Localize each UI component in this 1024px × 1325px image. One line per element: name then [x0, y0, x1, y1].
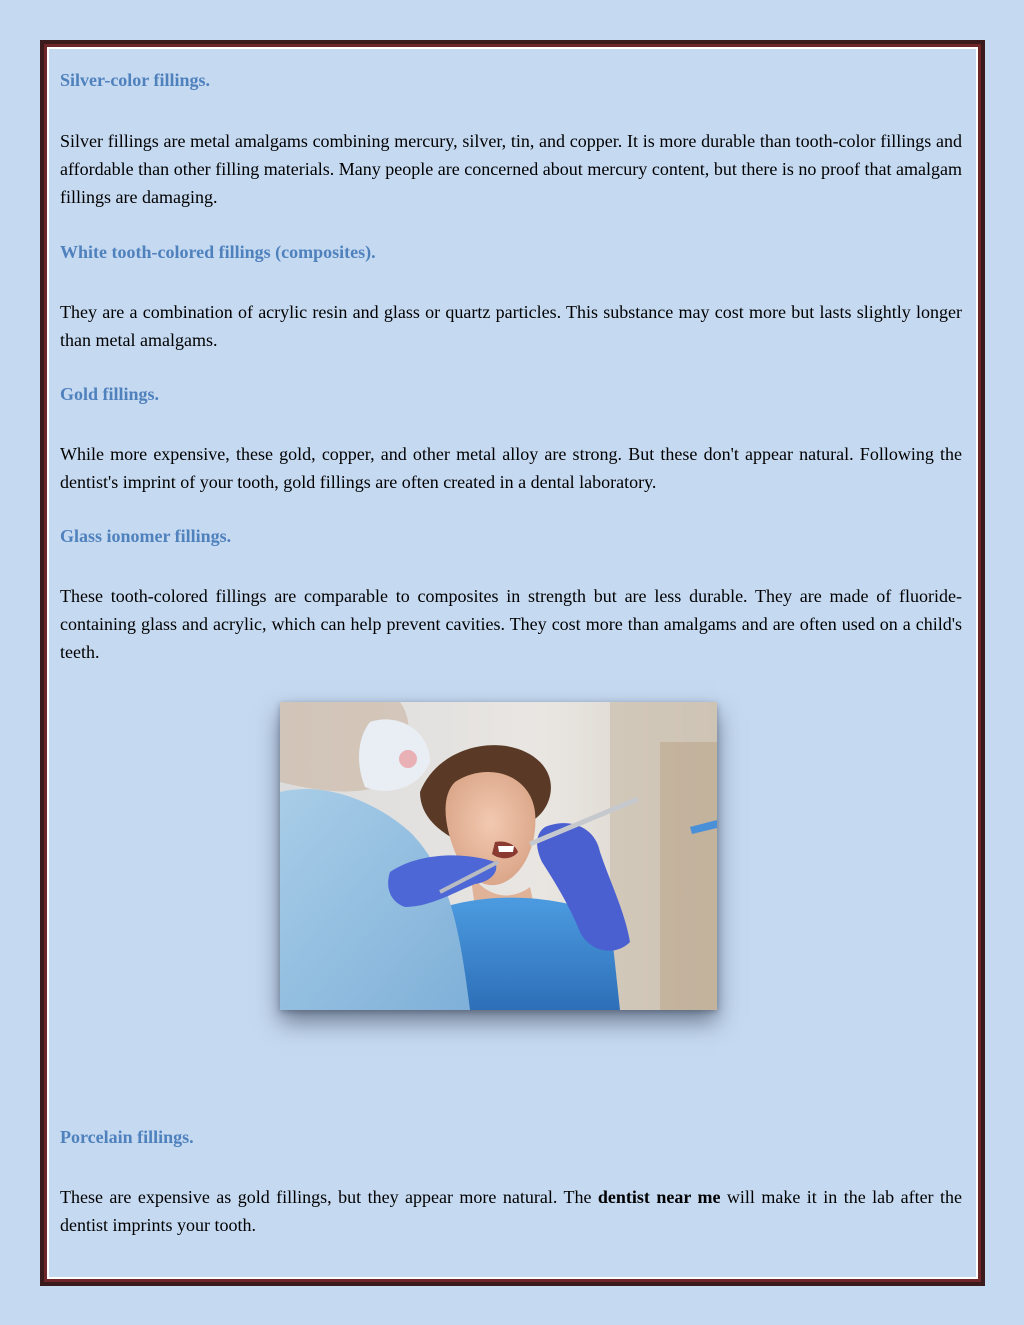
heading-composite-fillings: White tooth-colored fillings (composites).	[60, 242, 376, 262]
page-border-mid	[44, 44, 981, 1282]
page-border	[40, 40, 985, 1286]
heading-porcelain-fillings: Porcelain fillings.	[60, 1127, 194, 1147]
paragraph-porcelain-text-start: These are expensive as gold fillings, but they appear more natural. The	[60, 1187, 598, 1207]
heading-silver-fillings: Silver-color fillings.	[60, 70, 210, 90]
paragraph-porcelain-text-end: will make it in the lab after the dentist imprints your tooth.	[60, 1187, 962, 1235]
paragraph-composite-fillings: They are a combination of acrylic resin and glass or quartz particles. This substance may cost more but lasts slightly longer than metal amalgams.	[60, 302, 962, 350]
heading-glass-ionomer-fillings: Glass ionomer fillings.	[60, 526, 232, 546]
page-border-inner	[47, 47, 978, 1279]
dentist-near-me-link[interactable]: dentist near me	[597, 1187, 721, 1207]
paragraph-silver-fillings: Silver fillings are metal amalgams combining mercury, silver, tin, and copper. It is more durable than tooth-color fillings and affordable than other filling materials. Many people are concerned about mercury content, but there is no proof that amalgam fillings are damaging.	[60, 131, 962, 207]
paragraph-gold-fillings: While more expensive, these gold, copper, and other metal alloy are strong. But these don't appear natural. Following the dentist's imprint of your tooth, gold fillings are often created in a dental laboratory.	[60, 444, 962, 492]
dental-exam-photo	[280, 702, 717, 1010]
page-content	[49, 49, 976, 1277]
heading-gold-fillings: Gold fillings.	[60, 384, 160, 404]
paragraph-glass-ionomer-fillings: These tooth-colored fillings are comparable to composites in strength but are less durable. They are made of fluoride-containing glass and acrylic, which can help prevent cavities. They cost more than amalgams and are often used on a child's teeth.	[60, 586, 962, 662]
paragraph-porcelain-fillings	[60, 1183, 962, 1239]
